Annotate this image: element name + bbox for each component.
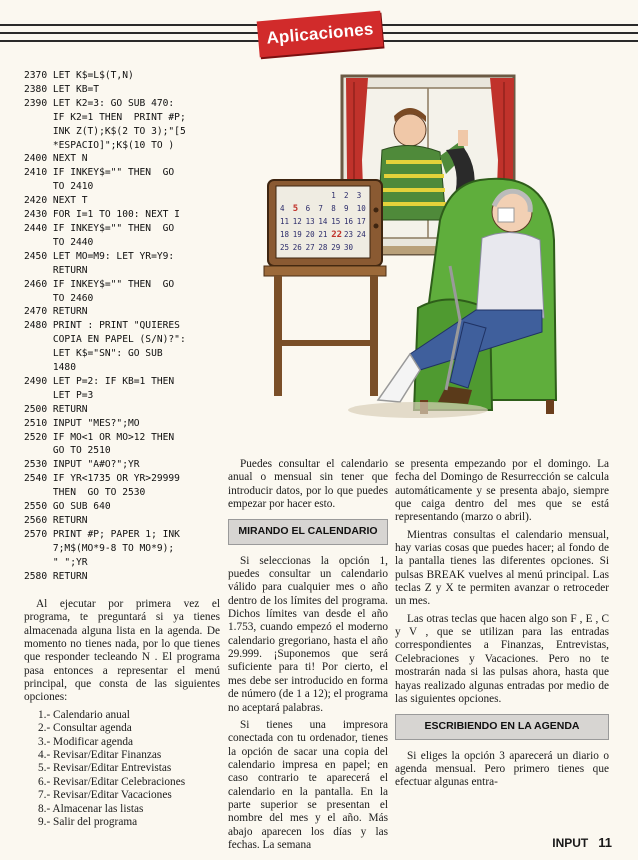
code-line: TO 2410 [24, 181, 94, 193]
menu-option: 9.- Salir del programa [38, 816, 138, 828]
paragraph: Las otras teclas que hacen algo son F , E , C y V , que se utilizan para las entradas correspondientes a Finanzas, Entrevistas, Celebraciones y Vacaciones. Pero no te mostrarán nada si las pulsas ahora, hasta que hayas realizado algunas entradas por medio de las siguientes opciones. [395, 612, 609, 705]
code-line: *ESPACIO]";K$(10 TO ) [24, 139, 175, 151]
calendar-day: 29 [331, 243, 341, 252]
table-top [264, 266, 386, 276]
calendar-day: 21 [318, 230, 328, 239]
paragraph: Si seleccionas la opción 1, puedes consultar un calendario válido para cualquier mes o año dentro de los límites del programa. Dichos límites van desde el año 1.753, cuando empezó el moderno calendario gregoriano, hasta el año 29.999. ¡Suponemos que será suficiente para ti! Por cierto, el mes debe ser introducido en forma de número (de 1 a 12); el programa no aceptará palabras. [228, 554, 388, 714]
left-column [24, 598, 220, 829]
paragraph: Mientras consultas el calendario mensual, hay varias cosas que puedes hacer; al fondo de la pantalla tienes las diferentes opciones. Si pulsas BREAK vuelves al menú principal. Las teclas Z y X te permiten avanzar o retroceder un mes. [395, 528, 609, 608]
code-line: 2560 RETURN [24, 515, 88, 526]
code-line: INK Z(T);K$(2 TO 3);"[5 [24, 125, 186, 137]
code-line: 2500 RETURN [24, 403, 88, 415]
calendar-day: 4 [280, 204, 285, 213]
menu-option: 3.- Modificar agenda [38, 735, 134, 748]
code-line: 2400 NEXT N [24, 153, 88, 165]
calendar-day: 12 [292, 217, 302, 226]
code-line: TO 2460 [24, 292, 94, 304]
calendar-day: 22 [331, 230, 343, 240]
menu-option: 7.- Revisar/Editar Vacaciones [38, 789, 172, 802]
calendar-day: 15 [331, 217, 341, 226]
calendar-day: 17 [356, 217, 366, 226]
paragraph: se presenta empezando por el domingo. La fecha del Domingo de Resurrección se calcula automáticamente y se presenta abajo, siempre que caiga dentro del mes que se está representando (marzo o abril). [395, 458, 609, 524]
section-title: Aplicaciones [265, 19, 375, 48]
code-line: LET P=3 [24, 389, 94, 401]
code-line: 2470 RETURN [24, 306, 88, 318]
page-footer [552, 835, 612, 850]
menu-option: 1.- Calendario anual [38, 708, 130, 721]
code-line: LET K$="SN": GO SUB [24, 348, 163, 360]
calendar-day: 13 [305, 217, 315, 226]
code-line: 2520 IF MO<1 OR MO>12 THEN [24, 431, 175, 443]
code-line: 7;M$(MO*9-8 TO MO*9); [24, 542, 175, 554]
calendar-day: 27 [305, 243, 315, 252]
intro-paragraph: Al ejecutar por primera vez el programa, te preguntará si ya tienes almacenada alguna lista en la agenda. De momento no tienes nada, por lo que tienes que responder tecleando N . El programa pasa entonces a representar el menú principal, que consta de las siguientes opciones: [24, 598, 220, 704]
calendar-day: 16 [344, 217, 354, 226]
calendar-day: 14 [318, 217, 328, 226]
code-line: TO 2440 [24, 236, 94, 248]
code-line: 2550 GO SUB 640 [24, 501, 111, 513]
code-line: 2440 IF INKEY$="" THEN GO [24, 222, 175, 234]
calendar-day: 18 [280, 230, 290, 239]
code-line: 2510 INPUT "MES?";MO [24, 417, 140, 429]
calendar-day: 3 [356, 191, 362, 200]
calendar-day: 23 [344, 230, 354, 239]
menu-options-list [24, 709, 220, 830]
paragraph: Puedes consultar el calendario anual o mensual sin tener que introducir datos, por lo que puedes empezar por hacer esto. [228, 458, 388, 511]
code-line: THEN GO TO 2530 [24, 487, 146, 499]
page-number: 11 [598, 835, 612, 850]
bandage [498, 208, 514, 222]
calendar-day: 11 [280, 217, 290, 226]
boy-shirt [378, 145, 446, 220]
calendar-day: 5 [292, 204, 299, 214]
middle-column [228, 458, 388, 856]
subheading-calendar: MIRANDO EL CALENDARIO [228, 519, 388, 544]
code-line: 1480 [24, 362, 76, 374]
calendar-day: 20 [305, 230, 315, 239]
code-line: 2460 IF INKEY$="" THEN GO [24, 278, 175, 290]
menu-option: 5.- Revisar/Editar Entrevistas [38, 762, 172, 775]
calendar-day: 9 [344, 204, 349, 213]
code-line: 2490 LET P=2: IF KB=1 THEN [24, 375, 175, 387]
code-line: 2570 PRINT #P; PAPER 1; INK [24, 528, 180, 540]
code-line: GO TO 2510 [24, 445, 111, 457]
code-line: 2390 LET K2=3: GO SUB 470: [24, 97, 175, 109]
calendar-day: 28 [318, 243, 328, 252]
code-line: 2540 IF YR<1735 OR YR>29999 [24, 473, 180, 485]
code-line: 2410 IF INKEY$="" THEN GO [24, 167, 175, 179]
calendar-day: 6 [305, 204, 311, 213]
section-banner [257, 11, 384, 58]
menu-option: 4.- Revisar/Editar Finanzas [38, 748, 162, 761]
code-line: 2530 INPUT "A#O?";YR [24, 459, 140, 471]
code-line: 2450 LET MO=M9: LET YR=Y9: [24, 250, 175, 262]
code-line: 2380 LET KB=T [24, 83, 100, 95]
calendar-day: 19 [292, 230, 302, 239]
menu-option: 2.- Consultar agenda [38, 722, 132, 735]
code-line: IF K2=1 THEN PRINT #P; [24, 111, 186, 123]
calendar-day: 25 [280, 243, 290, 252]
magazine-name: INPUT [552, 836, 589, 850]
right-column [395, 458, 609, 794]
calendar-day: 10 [356, 204, 366, 213]
menu-option: 8.- Almacenar las listas [38, 802, 144, 815]
code-line: 2430 FOR I=1 TO 100: NEXT I [24, 209, 180, 221]
paragraph: Si tienes una impresora conectada con tu ordenador, tienes la opción de sacar una copia del calendario impresa en papel; en caso contrario te aparecerá el calendario en la pantalla. En la parte superior se presentan el nombre del mes y el año. Más abajo aparecen los días y las fechas. La semana [228, 718, 388, 851]
subheading-agenda: ESCRIBIENDO EN LA AGENDA [395, 714, 609, 739]
code-line: COPIA EN PAPEL (S/N)?": [24, 334, 186, 346]
calendar-day: 24 [356, 230, 366, 239]
boy-head [394, 114, 426, 146]
paragraph: Si eliges la opción 3 aparecerá un diario o agenda mensual. Pero primero tienes que efectuar algunas entra- [395, 749, 609, 789]
calendar-day: 2 [344, 191, 349, 200]
code-line: 2480 PRINT : PRINT "QUIERES [24, 320, 180, 332]
basic-code-listing [24, 69, 244, 584]
illustration [250, 70, 570, 440]
calendar-day: 26 [292, 243, 302, 252]
calendar-day: 8 [331, 204, 336, 213]
code-line: RETURN [24, 264, 88, 276]
man-shirt [476, 232, 544, 320]
menu-option: 6.- Revisar/Editar Celebraciones [38, 775, 186, 788]
calendar-day: 7 [318, 204, 323, 213]
code-line: 2420 NEXT T [24, 195, 88, 207]
calendar-day: 30 [344, 243, 354, 252]
code-line: 2370 LET K$=L$(T,N) [24, 70, 134, 81]
code-line: 2580 RETURN [24, 570, 88, 582]
calendar-day: 1 [331, 191, 336, 200]
code-line: " ";YR [24, 556, 88, 568]
